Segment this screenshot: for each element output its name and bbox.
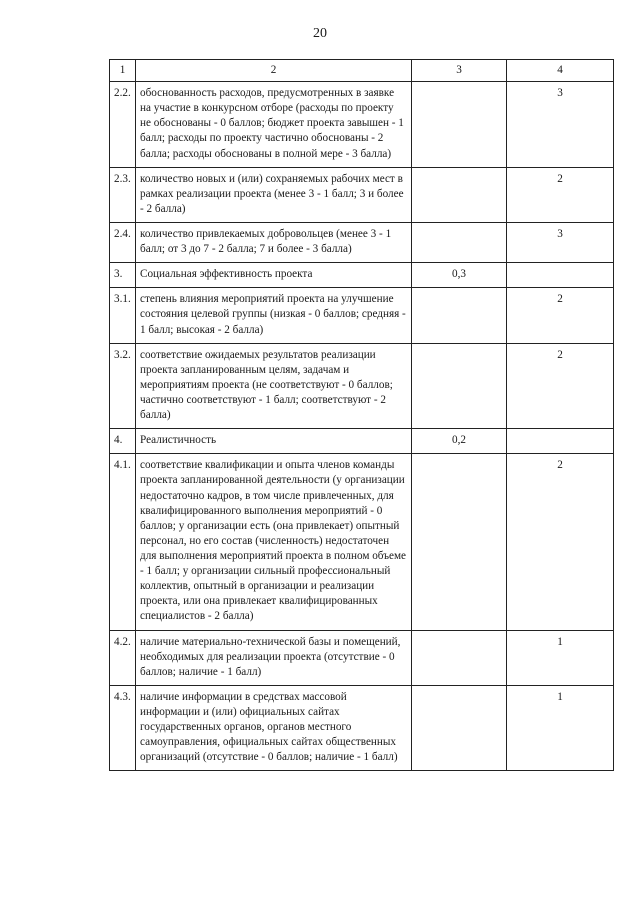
criterion-text: количество привлекаемых добровольцев (менее 3 - 1 балл; от 3 до 7 - 2 балла; 7 и более - 3 балла) bbox=[136, 222, 412, 262]
criterion-score: 3 bbox=[507, 82, 614, 168]
criterion-text: наличие информации в средствах массовой информации и (или) официальных сайтах государственных органов, органов местного самоуправления, официальных сайтах общественных организаций (отсутствие - 0 баллов; наличие - 1 балл) bbox=[136, 685, 412, 771]
table-header-row bbox=[110, 60, 614, 82]
table-row bbox=[110, 167, 614, 222]
criterion-text: соответствие квалификации и опыта членов команды проекта запланированной деятельности (у организации недостаточно кадров, в том числе привлеченных, для квалифицированного выполнения мероприятий - 0 баллов; у организации есть (она привлекает) опытный персонал, но его состав (численность) недостаточен для выполнения мероприятий проекта в полном объеме - 1 балл; у организации сильный профессиональный коллектив, опытный в организации и реализации проекта, или она привлекает квалифицированных специалистов - 2 балла) bbox=[136, 454, 412, 630]
criterion-weight bbox=[412, 82, 507, 168]
criterion-score bbox=[507, 263, 614, 288]
table-row bbox=[110, 222, 614, 262]
criterion-text: соответствие ожидаемых результатов реализации проекта запланированным целям, задачам и мероприятиям проекта (не соответствуют - 0 баллов; частично соответствуют - 1 балл; соответствуют - 2 балла) bbox=[136, 343, 412, 429]
criterion-score: 2 bbox=[507, 167, 614, 222]
table-row bbox=[110, 343, 614, 429]
criterion-weight: 0,2 bbox=[412, 429, 507, 454]
row-number: 2.4. bbox=[110, 222, 136, 262]
table-row bbox=[110, 454, 614, 630]
criterion-weight bbox=[412, 685, 507, 771]
criterion-score: 2 bbox=[507, 454, 614, 630]
row-number: 2.2. bbox=[110, 82, 136, 168]
criterion-weight bbox=[412, 630, 507, 685]
criterion-score: 1 bbox=[507, 685, 614, 771]
criterion-score bbox=[507, 429, 614, 454]
column-header-4: 4 bbox=[507, 60, 614, 82]
row-number: 3.2. bbox=[110, 343, 136, 429]
table-row bbox=[110, 263, 614, 288]
table-row bbox=[110, 630, 614, 685]
criteria-table bbox=[109, 59, 614, 771]
column-header-2: 2 bbox=[136, 60, 412, 82]
column-header-1: 1 bbox=[110, 60, 136, 82]
criterion-text: Реалистичность bbox=[136, 429, 412, 454]
criterion-score: 3 bbox=[507, 222, 614, 262]
row-number: 4.1. bbox=[110, 454, 136, 630]
table-row bbox=[110, 685, 614, 771]
criterion-weight bbox=[412, 288, 507, 343]
criterion-weight bbox=[412, 454, 507, 630]
criterion-score: 2 bbox=[507, 343, 614, 429]
criterion-weight bbox=[412, 222, 507, 262]
criterion-score: 2 bbox=[507, 288, 614, 343]
row-number: 2.3. bbox=[110, 167, 136, 222]
row-number: 4.2. bbox=[110, 630, 136, 685]
criterion-weight bbox=[412, 167, 507, 222]
criterion-score: 1 bbox=[507, 630, 614, 685]
column-header-3: 3 bbox=[412, 60, 507, 82]
row-number: 4.3. bbox=[110, 685, 136, 771]
criterion-text: Социальная эффективность проекта bbox=[136, 263, 412, 288]
criterion-text: наличие материально-технической базы и помещений, необходимых для реализации проекта (отсутствие - 0 баллов; наличие - 1 балл) bbox=[136, 630, 412, 685]
table-row bbox=[110, 82, 614, 168]
row-number: 3. bbox=[110, 263, 136, 288]
table-row bbox=[110, 429, 614, 454]
row-number: 3.1. bbox=[110, 288, 136, 343]
table-row bbox=[110, 288, 614, 343]
criterion-text: степень влияния мероприятий проекта на улучшение состояния целевой группы (низкая - 0 баллов; средняя - 1 балл; высокая - 2 балла) bbox=[136, 288, 412, 343]
page-number: 20 bbox=[313, 26, 327, 41]
criterion-text: количество новых и (или) сохраняемых рабочих мест в рамках реализации проекта (менее 3 - 1 балл; 3 и более - 2 балла) bbox=[136, 167, 412, 222]
criterion-text: обоснованность расходов, предусмотренных в заявке на участие в конкурсном отборе (расходы по проекту не обоснованы - 0 баллов; бюджет проекта завышен - 1 балл; расходы по проекту частично обоснованы - 2 балла; расходы обоснованы в полной мере - 3 балла) bbox=[136, 82, 412, 168]
criterion-weight: 0,3 bbox=[412, 263, 507, 288]
criterion-weight bbox=[412, 343, 507, 429]
row-number: 4. bbox=[110, 429, 136, 454]
